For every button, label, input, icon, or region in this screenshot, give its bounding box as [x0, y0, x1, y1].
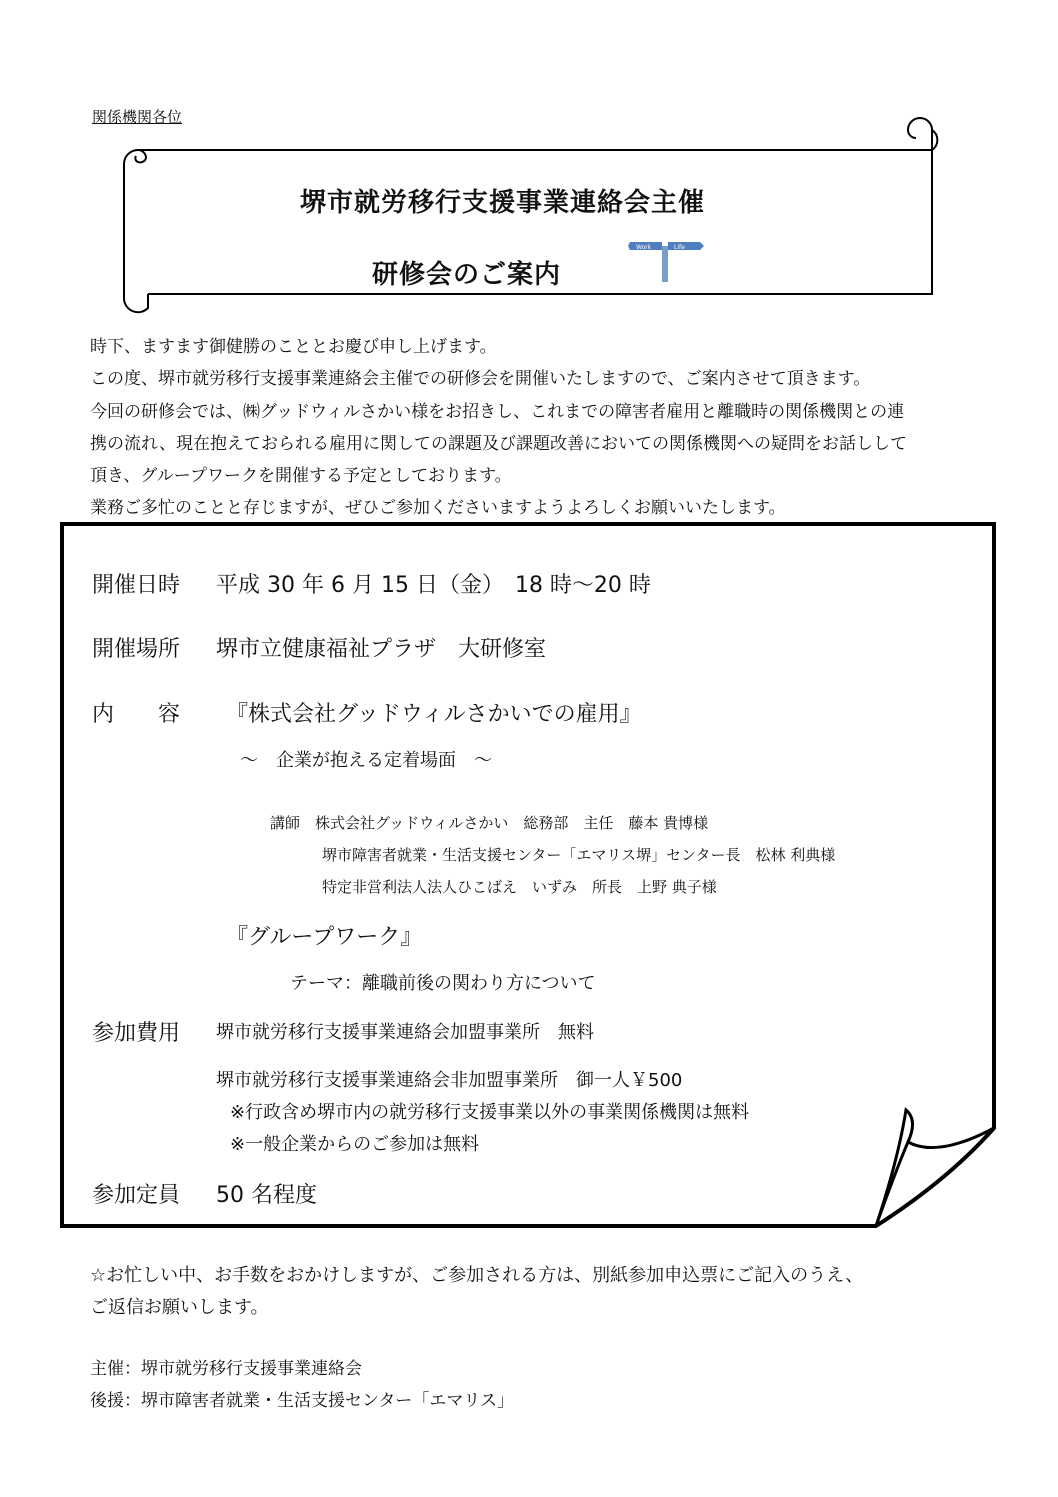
fee-note-2: ※一般企業からのご参加は無料 — [230, 1134, 480, 1155]
groupwork-title: 『グループワーク』 — [226, 925, 423, 950]
intro-line-2: この度、堺市就労移行支援事業連絡会主催での研修会を開催いたしますので、ご案内させて頂きます。 — [90, 369, 871, 389]
addressee: 関係機関各位 — [92, 108, 183, 126]
capacity-value: 50 名程度 — [216, 1183, 317, 1208]
supporter: 後援：堺市障害者就業・生活支援センター「エマリス」 — [90, 1391, 514, 1411]
title-line-1: 堺市就労移行支援事業連絡会主催 — [300, 188, 706, 218]
notice-line-2: ご返信お願いします。 — [90, 1297, 269, 1318]
place-value: 堺市立健康福祉プラザ 大研修室 — [216, 637, 547, 662]
content-subtitle: ～ 企業が抱える定着場面 ～ — [240, 750, 492, 771]
signpost-life: Life — [674, 244, 685, 251]
signpost-work: Work — [636, 244, 652, 251]
intro-line-4: 携の流れ、現在抱えておられる雇用に関しての課題及び課題改善においての関係機関への疑問をお話しして — [90, 434, 908, 454]
work-life-signpost-icon — [628, 236, 704, 282]
intro-line-3: 今回の研修会では、㈱グッドウィルさかい様をお招きし、これまでの障害者雇用と離職時の関係機関との連 — [90, 402, 905, 422]
lecturer-3: 特定非営利法人法人ひこばえ いずみ 所長 上野 典子様 — [322, 878, 717, 896]
content-label: 内 容 — [92, 702, 181, 727]
fee-label: 参加費用 — [92, 1021, 181, 1046]
fee-line-2: 堺市就労移行支援事業連絡会非加盟事業所 御一人￥500 — [216, 1070, 683, 1091]
intro-line-6: 業務ご多忙のことと存じますが、ぜひご参加くださいますようよろしくお願いいたします。 — [90, 498, 786, 518]
content-title: 『株式会社グッドウィルさかいでの雇用』 — [226, 702, 642, 727]
lecturer-2: 堺市障害者就業・生活支援センター「エマリス堺」センター長 松林 利典様 — [322, 846, 836, 864]
date-label: 開催日時 — [92, 573, 181, 598]
capacity-label: 参加定員 — [92, 1183, 181, 1208]
groupwork-theme: テーマ：離職前後の関わり方について — [290, 973, 596, 994]
date-value: 平成 30 年 6 月 15 日（金） 18 時～20 時 — [216, 573, 651, 598]
lecturer-1: 講師 株式会社グッドウィルさかい 総務部 主任 藤本 貴博様 — [270, 814, 709, 832]
place-label: 開催場所 — [92, 637, 181, 662]
intro-line-5: 頂き、グループワークを開催する予定としております。 — [90, 466, 512, 486]
notice-line-1: ☆お忙しい中、お手数をおかけしますが、ご参加される方は、別紙参加申込票にご記入のうえ、 — [90, 1265, 864, 1286]
fee-note-1: ※行政含め堺市内の就労移行支援事業以外の事業関係機関は無料 — [230, 1102, 750, 1123]
organizer: 主催：堺市就労移行支援事業連絡会 — [90, 1359, 362, 1379]
fee-line-1: 堺市就労移行支援事業連絡会加盟事業所 無料 — [216, 1022, 594, 1043]
title-line-2: 研修会のご案内 — [372, 260, 562, 290]
intro-line-1: 時下、ますます御健勝のこととお慶び申し上げます。 — [90, 337, 497, 357]
